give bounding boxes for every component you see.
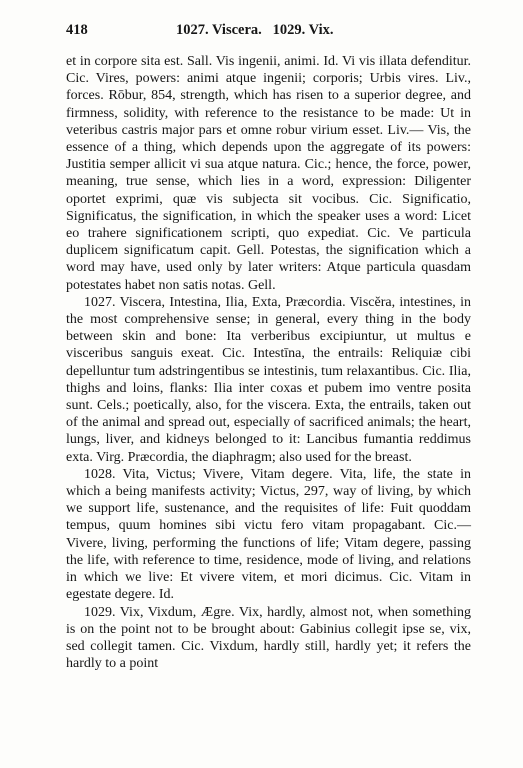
entry-1027: 1027. Viscera, Intestina, Ilia, Exta, Præcordia. Viscĕra, intestines, in the most comprehensive sense; in general, every thing in the body between skin and bone: Ita verberibus excipiuntur, ut multus e visceribus sanguis exeat. Cic. Intestīna, the entrails: Reliquiæ cibi depelluntur tum adstringentibus se intestinis, tum relaxantibus. Cic. Ilia, thighs and loins, flanks: Ilia inter coxas et pubem imo ventre posita sunt. Cels.; poetically, also, for the viscera. Exta, the entrails, taken out of the animal and spread out, especially of sacrificed animals; the heart, lungs, liver, and kidneys belonged to it: Lancibus fumantia reddimus exta. Virg. Præcordia, the diaphragm; also used for the breast. bbox=[66, 294, 471, 465]
entry-1029: 1029. Vix, Vixdum, Ægre. Vix, hardly, almost not, when something is on the point not to be brought about: Gabinius collegit ipse se, vix, sed collegit tamen. Cic. Vixdum, hardly still, hardly yet; it refers the hardly to a point bbox=[66, 604, 471, 672]
page-body bbox=[66, 53, 471, 672]
page-number: 418 bbox=[66, 22, 88, 38]
running-title: 1027. Viscera. 1029. Vix. bbox=[176, 22, 334, 38]
page-header bbox=[66, 22, 469, 42]
paragraph-continuation: et in corpore sita est. Sall. Vis ingenii, animi. Id. Vi vis illata defenditur. Cic. Vires, powers: animi atque ingenii; corporis; Urbis vires. Liv., forces. Rōbur, 854, strength, which has risen to a superior degree, and firmness, solidity, with reference to the resistance to be made: Ut in veteribus castris major pars et omne robur virium esset. Liv.— Vis, the essence of a thing, which depends upon the aggregate of its powers: Justitia semper allicit vi sua atque natura. Cic.; hence, the force, power, meaning, true sense, which lies in a word, expression: Diligenter oportet exprimi, quæ vis subjecta sit vocibus. Cic. Significatio, Significatus, the signification, in which the speaker uses a word: Licet eo trahere significationem scripti, quo expediat. Cic. Ve particula duplicem significatum capit. Gell. Potestas, the signification which a word may have, used only by later writers: Atque particula quasdam potestates habet non satis notas. Gell. bbox=[66, 54, 471, 293]
entry-1028: 1028. Vita, Victus; Vivere, Vitam degere. Vita, life, the state in which a being manifests activity; Victus, 297, way of living, by which we support life, sustenance, and the requisites of life: Fuit quoddam tempus, quum homines sibi victu fero vitam propagabant. Cic.— Vivere, living, performing the functions of life; Vitam degere, passing the life, with reference to time, residence, mode of living, and relations in which we live: Et vivere vitem, et mori dicimus. Cic. Vitam in egestate degere. Id. bbox=[66, 466, 471, 603]
